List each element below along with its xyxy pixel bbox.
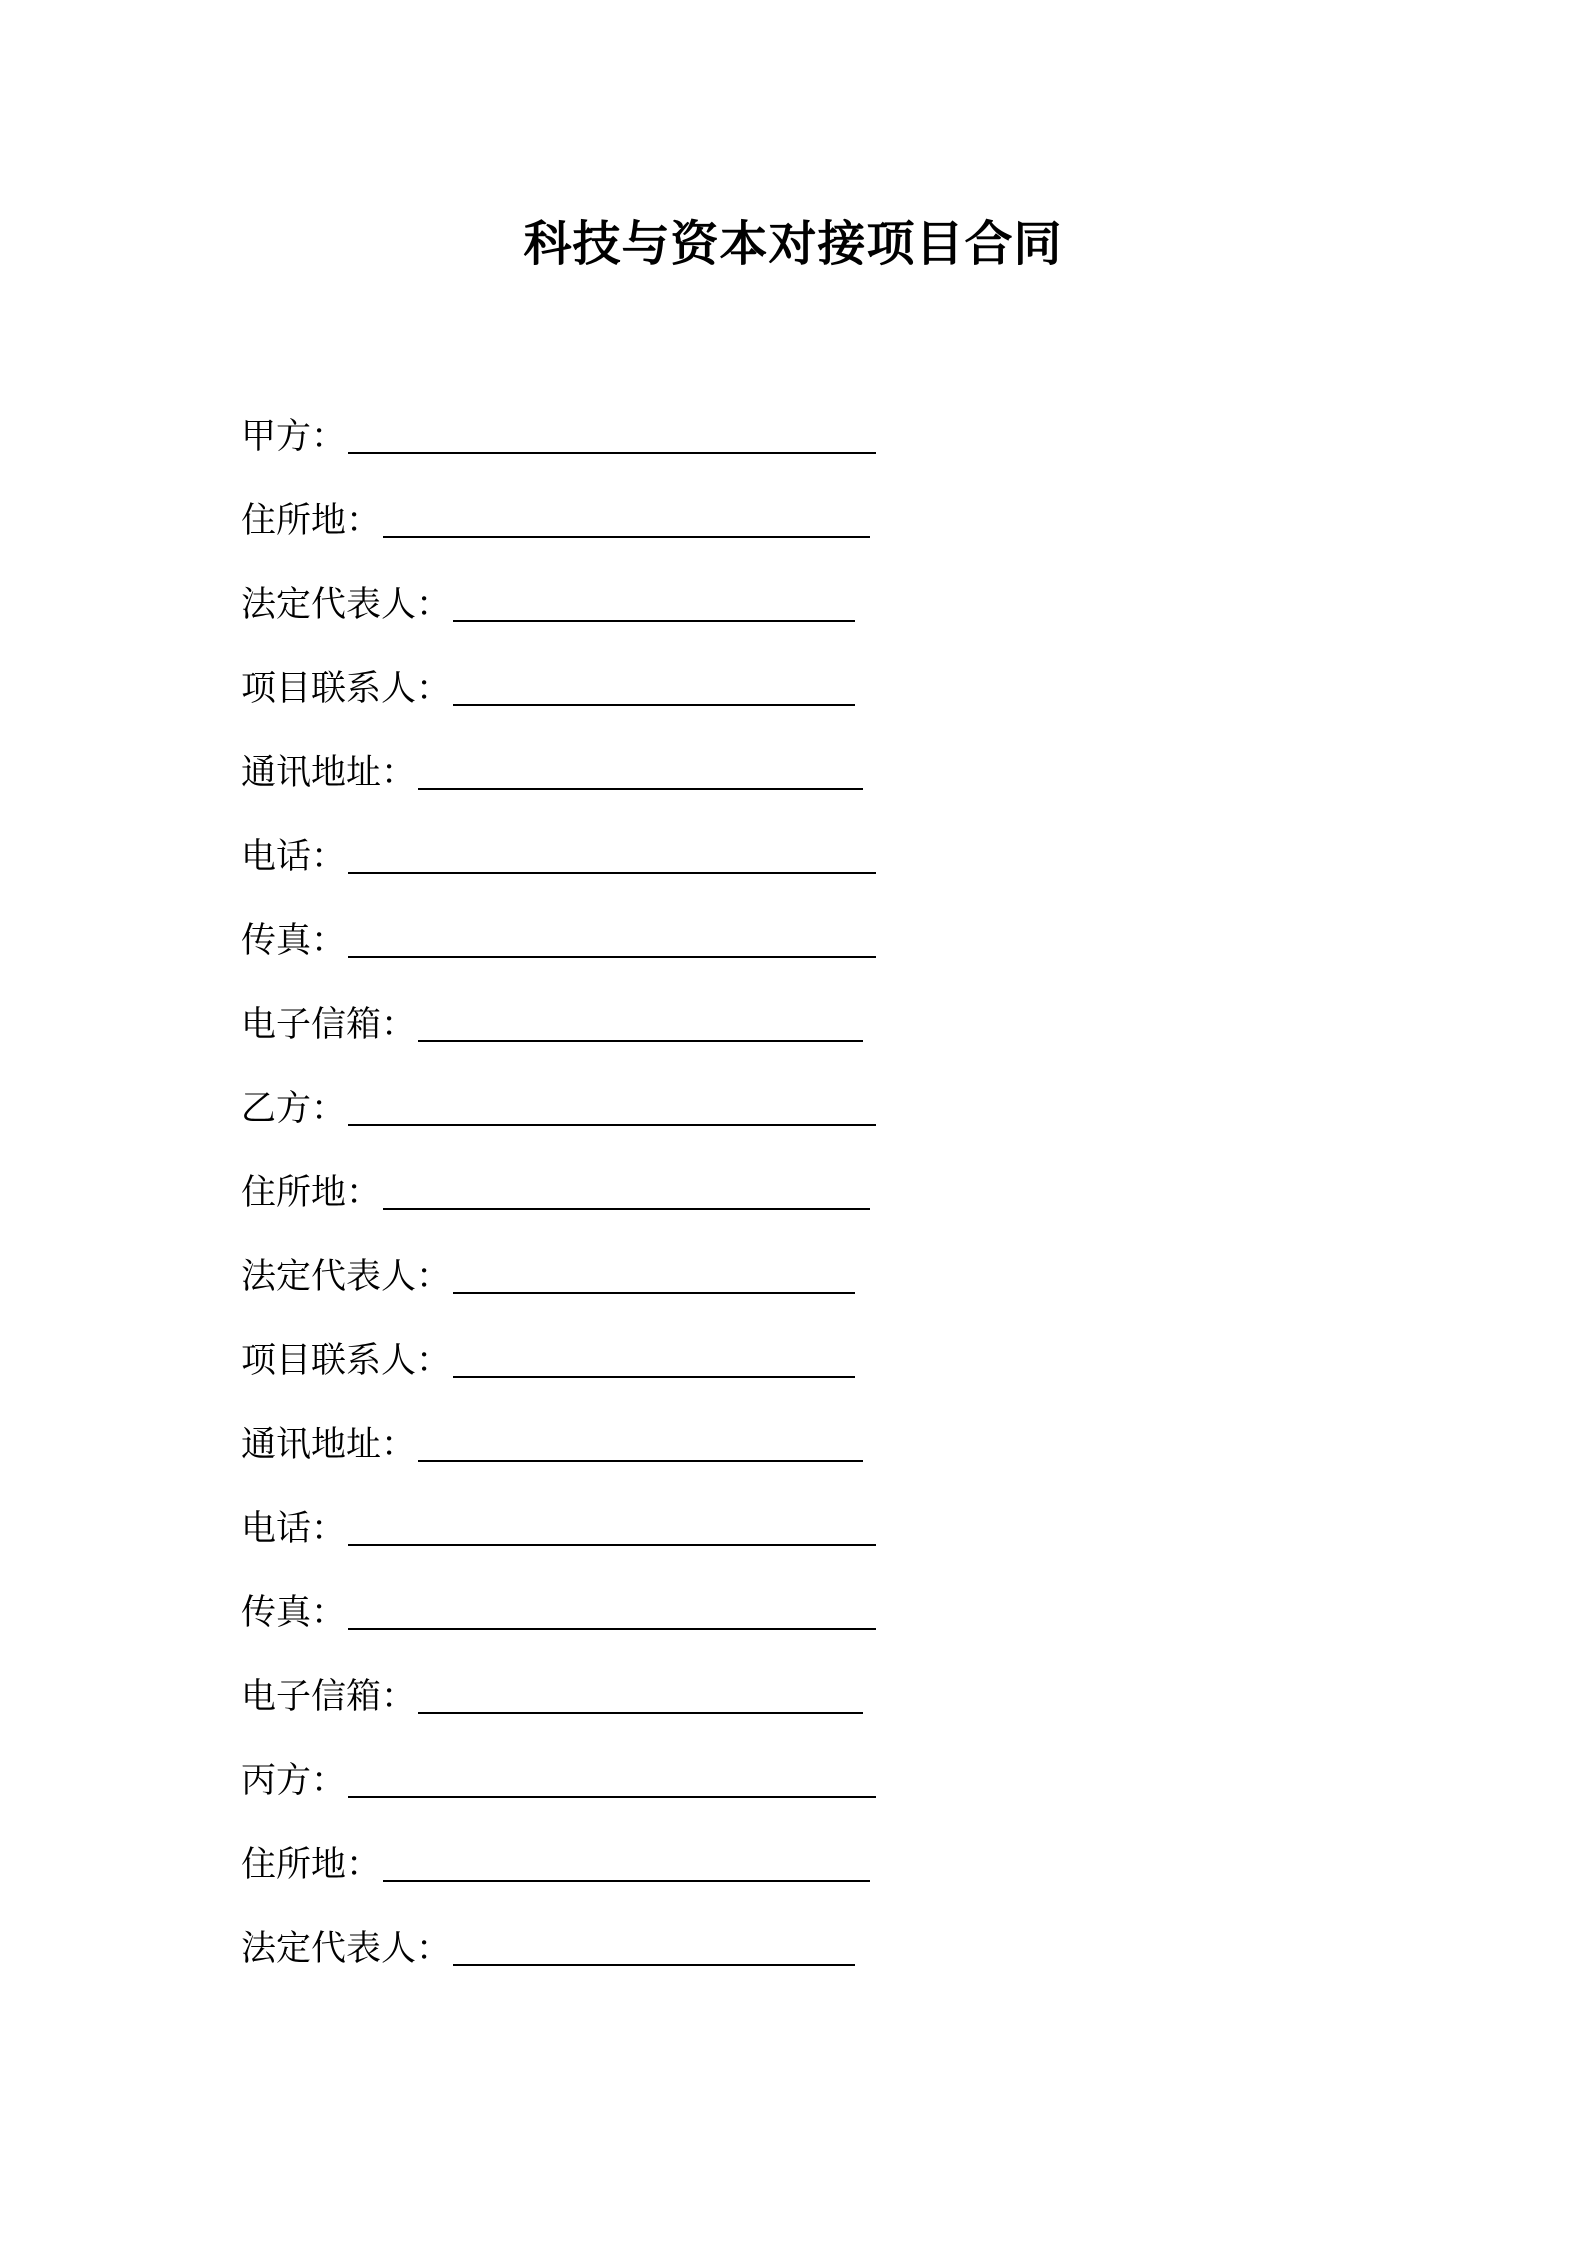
fill-in-blank[interactable] xyxy=(383,1172,870,1210)
field-label: 传真： xyxy=(241,1593,347,1633)
fill-in-blank[interactable] xyxy=(453,668,855,706)
party-b-phone-field xyxy=(241,1502,1341,1586)
fill-in-blank[interactable] xyxy=(453,1256,855,1294)
fill-in-blank[interactable] xyxy=(383,1844,870,1882)
field-label: 甲方： xyxy=(241,417,347,457)
fill-in-blank[interactable] xyxy=(348,1088,876,1126)
fill-in-blank[interactable] xyxy=(348,416,876,454)
party-a-field xyxy=(241,410,1341,494)
field-label: 法定代表人： xyxy=(241,1257,452,1297)
field-label: 住所地： xyxy=(241,1173,382,1213)
field-label: 电话： xyxy=(241,1509,347,1549)
field-label: 电子信箱： xyxy=(241,1005,417,1045)
party-c-field xyxy=(241,1754,1341,1838)
document-title: 科技与资本对接项目合同 xyxy=(523,216,1063,272)
party-b-mail-address-field xyxy=(241,1418,1341,1502)
field-label: 电子信箱： xyxy=(241,1677,417,1717)
fill-in-blank[interactable] xyxy=(348,920,876,958)
field-label: 法定代表人： xyxy=(241,1929,452,1969)
field-label: 项目联系人： xyxy=(241,1341,452,1381)
party-c-legal-rep-field xyxy=(241,1922,1341,2006)
party-b-field xyxy=(241,1082,1341,1166)
fill-in-blank[interactable] xyxy=(453,584,855,622)
fill-in-blank[interactable] xyxy=(348,836,876,874)
fill-in-blank[interactable] xyxy=(418,752,863,790)
field-label: 电话： xyxy=(241,837,347,877)
field-label: 丙方： xyxy=(241,1761,347,1801)
field-label: 通讯地址： xyxy=(241,1425,417,1465)
fill-in-blank[interactable] xyxy=(348,1592,876,1630)
field-label: 住所地： xyxy=(241,1845,382,1885)
party-c-address-field xyxy=(241,1838,1341,1922)
party-b-legal-rep-field xyxy=(241,1250,1341,1334)
fill-in-blank[interactable] xyxy=(418,1424,863,1462)
party-a-fax-field xyxy=(241,914,1341,998)
party-b-email-field xyxy=(241,1670,1341,1754)
fill-in-blank[interactable] xyxy=(383,500,870,538)
contract-party-fields xyxy=(241,410,1341,2006)
party-a-legal-rep-field xyxy=(241,578,1341,662)
fill-in-blank[interactable] xyxy=(418,1004,863,1042)
fill-in-blank[interactable] xyxy=(453,1928,855,1966)
party-b-contact-field xyxy=(241,1334,1341,1418)
fill-in-blank[interactable] xyxy=(348,1508,876,1546)
fill-in-blank[interactable] xyxy=(453,1340,855,1378)
field-label: 项目联系人： xyxy=(241,669,452,709)
party-b-address-field xyxy=(241,1166,1341,1250)
party-a-phone-field xyxy=(241,830,1341,914)
field-label: 住所地： xyxy=(241,501,382,541)
party-a-contact-field xyxy=(241,662,1341,746)
party-a-mail-address-field xyxy=(241,746,1341,830)
fill-in-blank[interactable] xyxy=(348,1760,876,1798)
field-label: 乙方： xyxy=(241,1089,347,1129)
fill-in-blank[interactable] xyxy=(418,1676,863,1714)
party-a-address-field xyxy=(241,494,1341,578)
field-label: 法定代表人： xyxy=(241,585,452,625)
party-a-email-field xyxy=(241,998,1341,1082)
field-label: 通讯地址： xyxy=(241,753,417,793)
field-label: 传真： xyxy=(241,921,347,961)
party-b-fax-field xyxy=(241,1586,1341,1670)
